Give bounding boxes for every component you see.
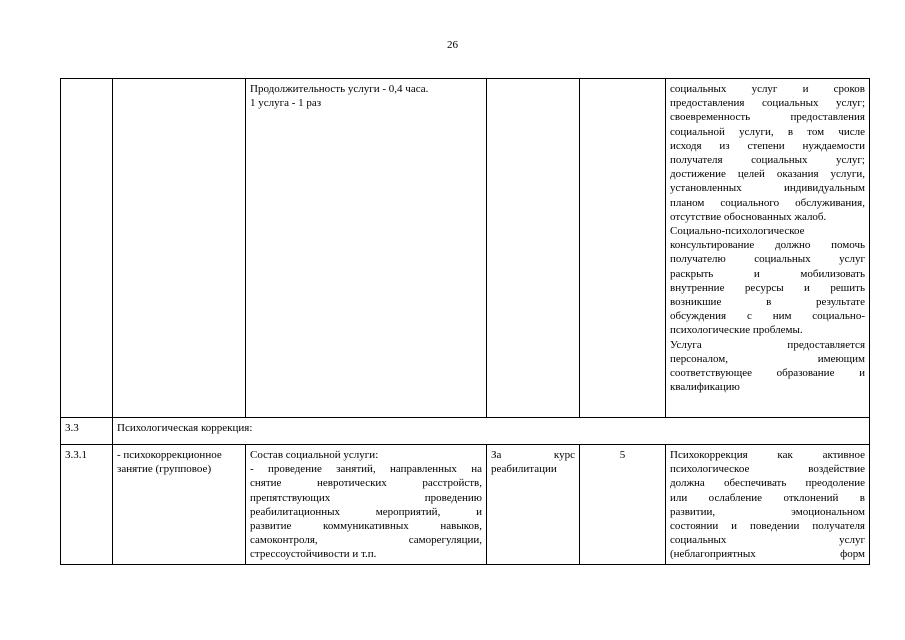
text-line: Состав социальной услуги:	[250, 449, 379, 461]
text-line: За курс	[491, 449, 575, 461]
text-line: или ослабление отклонений в	[670, 491, 865, 504]
text-line: Услуга предоставляется	[670, 338, 865, 351]
text-line: квалификацию	[670, 381, 740, 394]
text-line: развитии, эмоциональном	[670, 505, 865, 518]
text-line: исходя из степени нуждаемости	[670, 139, 865, 152]
text-line: психологические проблемы.	[670, 324, 803, 337]
text-line: обсуждения с ним социально-	[670, 310, 865, 323]
text-line: установленных индивидуальным	[670, 182, 865, 195]
text-line: развитие коммуникативных навыков,	[250, 520, 482, 533]
text-line: отсутствие обоснованных жалоб.	[670, 210, 827, 223]
text-line: социальных услуг	[670, 534, 865, 547]
item-name	[113, 445, 246, 565]
text-line: (неблагоприятных форм	[670, 548, 865, 561]
text-line: стрессоустойчивости и т.п.	[250, 548, 377, 561]
text-line: консультирование должно помочь	[670, 239, 865, 252]
table-row-section	[61, 418, 870, 445]
cell-count-empty	[580, 79, 666, 418]
content-line: 1 услуга - 1 раз	[250, 97, 322, 110]
item-count: 5	[580, 445, 666, 565]
content-line: Продолжительность услуги - 0,4 часа.	[250, 83, 429, 95]
text-line: должна обеспечивать преодоление	[670, 477, 865, 490]
table-row-item	[61, 445, 870, 565]
text-line: психологическое воздействие	[670, 463, 865, 476]
text-line: своевременность предоставления	[670, 111, 865, 124]
text-line: раскрыть и мобилизовать	[670, 267, 865, 280]
section-title: Психологическая коррекция:	[113, 418, 870, 445]
table-row-continued	[61, 79, 870, 418]
text-line: состоянии и поведении получателя	[670, 520, 865, 533]
text-line: получателю социальных услуг	[670, 253, 865, 266]
page-number: 26	[447, 39, 458, 51]
text-line: достижение целей оказания услуги,	[670, 168, 865, 181]
text-line: Социально-психологическое	[670, 225, 805, 238]
text-line: предоставления социальных услуг;	[670, 97, 865, 110]
text-line: самоконтроля, саморегуляции,	[250, 534, 482, 547]
text-line: - психокоррекционное	[117, 449, 222, 461]
text-line: занятие (групповое)	[117, 463, 212, 476]
item-criteria	[666, 445, 870, 565]
text-line: получателя социальных услуг;	[670, 154, 865, 167]
text-line: внутренние ресурсы и решить	[670, 281, 865, 294]
text-line: снятие невротических расстройств,	[250, 477, 482, 490]
cell-quality-criteria	[666, 79, 870, 418]
item-period	[487, 445, 580, 565]
item-content	[246, 445, 487, 565]
text-line: возникшие в результате	[670, 296, 865, 309]
text-line: социальной услуги, в том числе	[670, 125, 865, 138]
cell-period-empty	[487, 79, 580, 418]
text-line: социальных услуг и сроков	[670, 83, 865, 95]
cell-service-content	[246, 79, 487, 418]
text-line: - проведение занятий, направленных на	[250, 463, 482, 476]
text-line: планом социального обслуживания,	[670, 196, 865, 209]
cell-name-empty	[113, 79, 246, 418]
text-line: соответствующее образование и	[670, 367, 865, 380]
item-number: 3.3.1	[61, 445, 113, 565]
cell-number-empty	[61, 79, 113, 418]
text-line: Психокоррекция как активное	[670, 449, 865, 461]
text-line: реабилитационных мероприятий, и	[250, 505, 482, 518]
text-line: персоналом, имеющим	[670, 352, 865, 365]
section-number: 3.3	[61, 418, 113, 445]
text-line: реабилитации	[491, 463, 557, 476]
services-table	[60, 78, 870, 565]
text-line: препятствующих проведению	[250, 491, 482, 504]
